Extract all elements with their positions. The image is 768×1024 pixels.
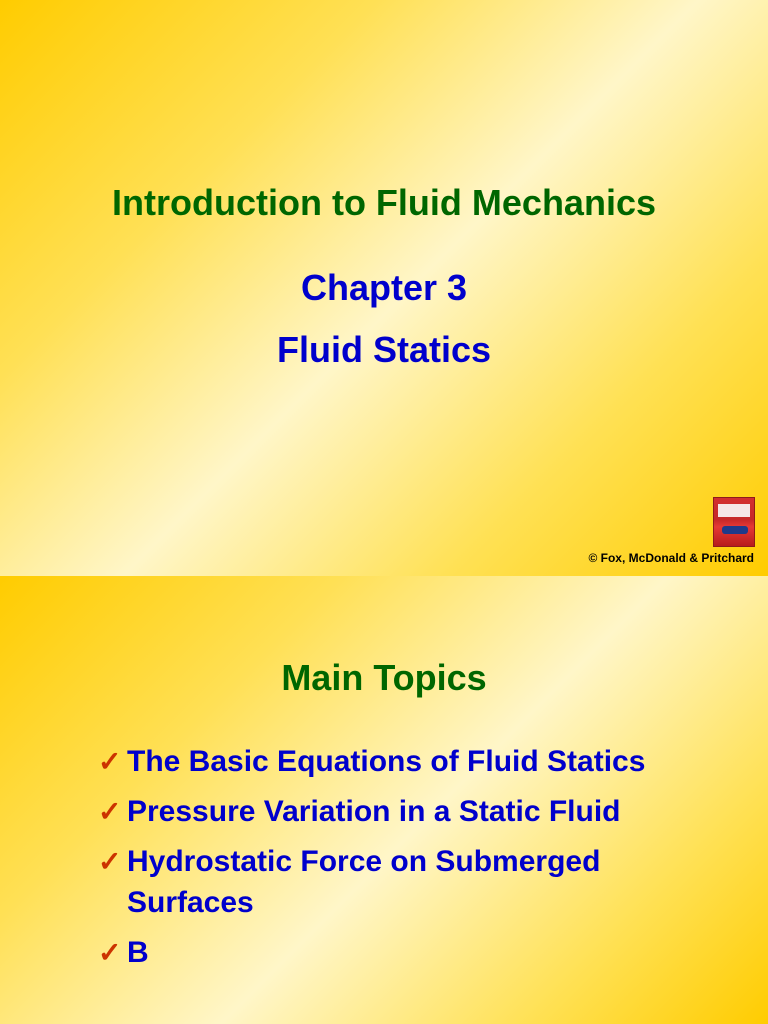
list-item-text: The Basic Equations of Fluid Statics [127, 745, 646, 778]
check-icon: ✓ [98, 846, 122, 877]
list-item-text: Pressure Variation in a Static Fluid [127, 795, 621, 828]
check-icon: ✓ [98, 796, 122, 827]
book-cover-car [722, 526, 748, 534]
list-item-text: Hydrostatic Force on Submerged Surfaces [127, 845, 601, 919]
chapter-title: Fluid Statics [276, 329, 492, 370]
list-item [98, 841, 698, 923]
check-icon: ✓ [98, 746, 122, 777]
topic-list [98, 741, 698, 982]
book-cover-image [713, 497, 755, 547]
book-cover-band [718, 504, 750, 517]
list-item [98, 932, 698, 973]
check-icon: ✓ [98, 937, 122, 968]
list-item [98, 791, 698, 832]
copyright-text: © Fox, McDonald & Pritchard [588, 551, 754, 565]
list-item [98, 741, 698, 782]
list-item-text: B [127, 936, 149, 969]
slide-title: Main Topics [281, 657, 487, 698]
course-title: Introduction to Fluid Mechanics [112, 182, 656, 223]
main-topics-slide [0, 576, 768, 1024]
chapter-number: Chapter 3 [300, 267, 468, 308]
